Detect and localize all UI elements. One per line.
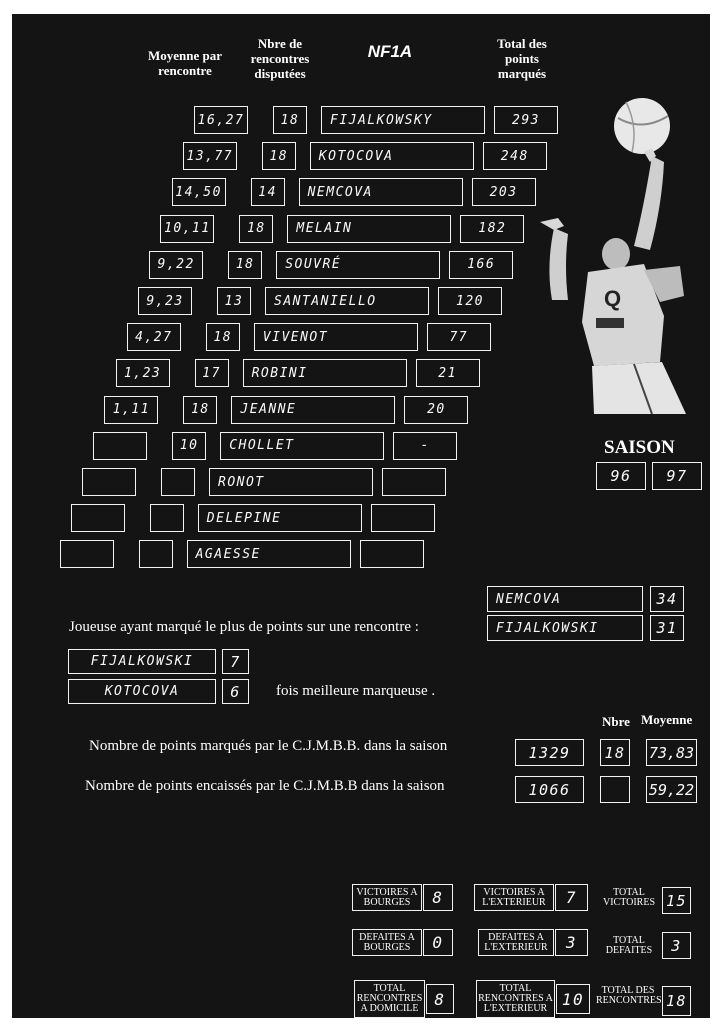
- player-games: 18: [228, 251, 262, 279]
- player-games: 18: [262, 142, 296, 170]
- best-game-points-2: 31: [650, 615, 684, 641]
- player-total: 248: [483, 142, 547, 170]
- player-total: 77: [427, 323, 491, 351]
- player-total: -: [393, 432, 457, 460]
- player-name: DELEPINE: [198, 504, 362, 532]
- top-scorer-text: fois meilleure marqueuse .: [276, 683, 436, 699]
- player-name: CHOLLET: [220, 432, 384, 460]
- player-avg: 9,23: [138, 287, 192, 315]
- best-game-text: Joueuse ayant marqué le plus de points sur une rencontre :: [69, 619, 419, 635]
- player-name: MELAIN: [287, 215, 451, 243]
- player-name: ROBINI: [243, 359, 407, 387]
- player-games: 18: [183, 396, 217, 424]
- points-scored-avg: 73,83: [646, 739, 697, 766]
- player-total: [382, 468, 446, 496]
- player-name: NEMCOVA: [299, 178, 463, 206]
- defaites-exterieur-label: DEFAITES A L'EXTERIEUR: [478, 929, 554, 956]
- player-avg: 13,77: [183, 142, 237, 170]
- player-avg: 1,23: [116, 359, 170, 387]
- player-name: VIVENOT: [254, 323, 418, 351]
- total-domicile-value: 8: [426, 984, 454, 1014]
- points-conceded-games: [600, 776, 630, 803]
- ball-icon: [614, 98, 670, 154]
- defaites-bourges-value: 0: [423, 929, 453, 956]
- player-avg: [71, 504, 125, 532]
- victoires-bourges-label: VICTOIRES A BOURGES: [352, 884, 422, 911]
- player-total: 293: [494, 106, 558, 134]
- defaites-bourges-label: DEFAITES A BOURGES: [352, 929, 422, 956]
- player-name: AGAESSE: [187, 540, 351, 568]
- player-total: [360, 540, 424, 568]
- total-domicile-label: TOTAL RENCONTRES A DOMICILE: [354, 980, 425, 1018]
- total-defaites-label: TOTAL DEFAITES: [605, 935, 653, 956]
- saison-year-2: 97: [652, 462, 702, 490]
- defaites-exterieur-value: 3: [555, 929, 588, 956]
- player-games: [150, 504, 184, 532]
- player-games: 18: [206, 323, 240, 351]
- player-avg: [82, 468, 136, 496]
- player-name: RONOT: [209, 468, 373, 496]
- player-games: 10: [172, 432, 206, 460]
- victoires-exterieur-label: VICTOIRES A L'EXTERIEUR: [474, 884, 554, 911]
- player-games: 18: [273, 106, 307, 134]
- total-exterieur-value: 10: [556, 984, 590, 1014]
- saison-year-1: 96: [596, 462, 646, 490]
- player-games: [139, 540, 173, 568]
- player-total: 21: [416, 359, 480, 387]
- player-games: 13: [217, 287, 251, 315]
- player-avg: 14,50: [172, 178, 226, 206]
- player-total: 120: [438, 287, 502, 315]
- player-total: 20: [404, 396, 468, 424]
- player-games: 17: [195, 359, 229, 387]
- header-division: NF1A: [367, 42, 413, 61]
- player-avg: 16,27: [194, 106, 248, 134]
- svg-text:Q: Q: [604, 286, 622, 311]
- points-scored-value: 1329: [515, 739, 584, 766]
- points-conceded-text: Nombre de points encaissés par le C.J.M.B.B dans la saison: [85, 778, 445, 794]
- player-total: 203: [472, 178, 536, 206]
- total-victoires-label: TOTAL VICTOIRES: [602, 887, 656, 908]
- player-avg: [60, 540, 114, 568]
- player-name: FIJALKOWSKY: [321, 106, 485, 134]
- top-scorer-count-1: 7: [222, 649, 249, 674]
- total-defaites-value: 3: [662, 932, 691, 959]
- player-photo: [534, 96, 696, 414]
- player-avg: 10,11: [160, 215, 214, 243]
- points-conceded-avg: 59,22: [646, 776, 697, 803]
- best-game-points-1: 34: [650, 586, 684, 612]
- player-games: 14: [251, 178, 285, 206]
- player-name: KOTOCOVA: [310, 142, 474, 170]
- player-avg: 1,11: [104, 396, 158, 424]
- player-avg: 4,27: [127, 323, 181, 351]
- victoires-exterieur-value: 7: [555, 884, 588, 911]
- best-game-name-1: NEMCOVA: [487, 586, 643, 612]
- player-avg: 9,22: [149, 251, 203, 279]
- player-total: [371, 504, 435, 532]
- total-victoires-value: 15: [662, 887, 691, 914]
- player-games: [161, 468, 195, 496]
- player-name: JEANNE: [231, 396, 395, 424]
- victoires-bourges-value: 8: [423, 884, 453, 911]
- col-moyenne-header: Moyenne: [641, 712, 693, 727]
- col-nbre-header: Nbre: [602, 714, 630, 729]
- top-scorer-name-1: FIJALKOWSKI: [68, 649, 216, 674]
- top-scorer-name-2: KOTOCOVA: [68, 679, 216, 704]
- total-exterieur-label: TOTAL RENCONTRES A L'EXTERIEUR: [476, 980, 555, 1018]
- player-games: 18: [239, 215, 273, 243]
- points-conceded-value: 1066: [515, 776, 584, 803]
- best-game-name-2: FIJALKOWSKI: [487, 615, 643, 641]
- player-name: SOUVRÉ: [276, 251, 440, 279]
- header-total: Total des points marqués: [497, 36, 547, 81]
- header-moyenne: Moyenne par rencontre: [147, 48, 223, 78]
- player-total: 166: [449, 251, 513, 279]
- total-rencontres-value: 18: [662, 986, 691, 1016]
- player-total: 182: [460, 215, 524, 243]
- player-avg: [93, 432, 147, 460]
- total-rencontres-label: TOTAL DES RENCONTRES: [596, 985, 662, 1006]
- player-name: SANTANIELLO: [265, 287, 429, 315]
- points-scored-games: 18: [600, 739, 630, 766]
- top-scorer-count-2: 6: [222, 679, 249, 704]
- saison-label: SAISON: [604, 437, 675, 458]
- header-nbre: Nbre de rencontres disputées: [250, 36, 310, 81]
- points-scored-text: Nombre de points marqués par le C.J.M.B.B. dans la saison: [89, 738, 448, 754]
